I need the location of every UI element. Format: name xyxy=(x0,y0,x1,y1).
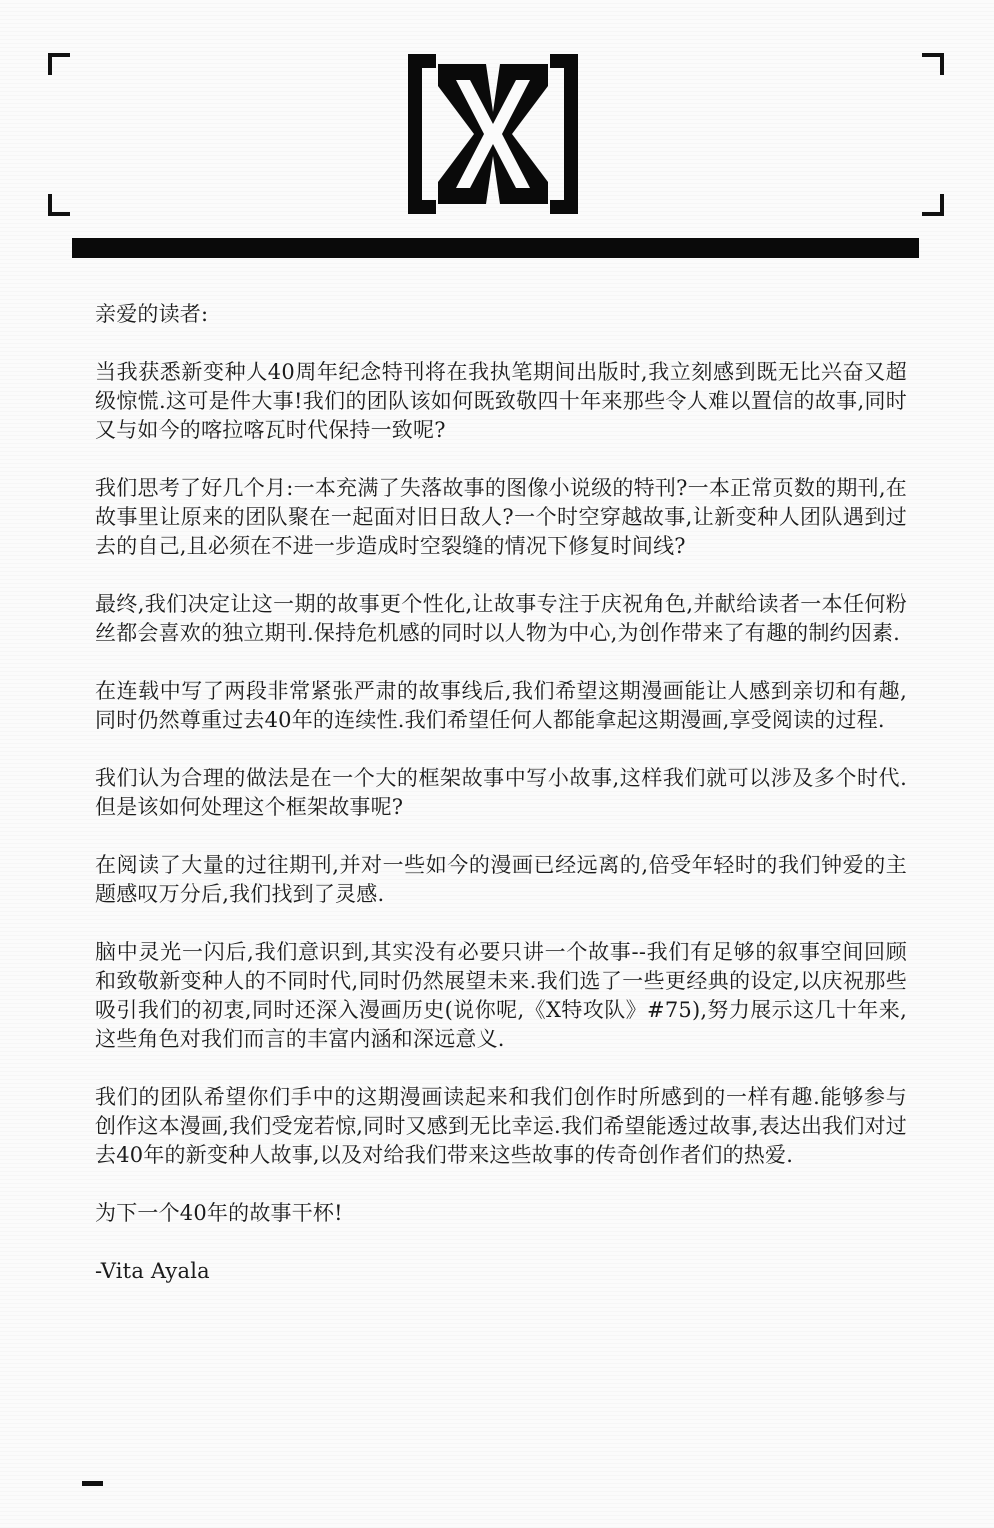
x-men-logo xyxy=(408,54,578,214)
letter-body xyxy=(95,300,907,1315)
frame-corner-bottom-right xyxy=(922,194,944,216)
letter-paragraph: 我们思考了好几个月:一本充满了失落故事的图像小说级的特刊?一本正常页数的期刊,在故事里让原来的团队聚在一起面对旧日敌人?一个时空穿越故事,让新变种人团队遇到过去的自己,且必须在不进一步造成时空裂缝的情况下修复时间线? xyxy=(95,476,907,558)
letter-paragraph: 脑中灵光一闪后,我们意识到,其实没有必要只讲一个故事--我们有足够的叙事空间回顾和致敬新变种人的不同时代,同时仍然展望未来.我们选了一些更经典的设定,以庆祝那些吸引我们的初衷,同时还深入漫画历史(说你呢,《X特攻队》#75),努力展示这几十年来,这些角色对我们而言的丰富内涵和深远意义. xyxy=(95,940,907,1051)
letter-paragraph: 我们的团队希望你们手中的这期漫画读起来和我们创作时所感到的一样有趣.能够参与创作这本漫画,我们受宠若惊,同时又感到无比幸运.我们希望能透过故事,表达出我们对过去40年的新变种人故事,以及对给我们带来这些故事的传奇创作者们的热爱. xyxy=(95,1085,907,1167)
letter-closing: 为下一个40年的故事干杯! xyxy=(95,1201,343,1225)
frame-corner-top-right xyxy=(922,53,944,75)
page-marker xyxy=(82,1481,103,1486)
letter-paragraph: 当我获悉新变种人40周年纪念特刊将在我执笔期间出版时,我立刻感到既无比兴奋又超级惊慌.这可是件大事!我们的团队该如何既致敬四十年来那些令人难以置信的故事,同时又与如今的喀拉喀瓦时代保持一致呢? xyxy=(95,360,907,442)
letter-paragraph: 在连载中写了两段非常紧张严肃的故事线后,我们希望这期漫画能让人感到亲切和有趣,同时仍然尊重过去40年的连续性.我们希望任何人都能拿起这期漫画,享受阅读的过程. xyxy=(95,679,907,732)
letter-greeting: 亲爱的读者: xyxy=(95,302,209,326)
frame-corner-bottom-left xyxy=(48,194,70,216)
frame-corner-top-left xyxy=(48,53,70,75)
letter-paragraph: 我们认为合理的做法是在一个大的框架故事中写小故事,这样我们就可以涉及多个时代.但是该如何处理这个框架故事呢? xyxy=(95,766,907,819)
letter-paragraph: 在阅读了大量的过往期刊,并对一些如今的漫画已经远离的,倍受年轻时的我们钟爱的主题感叹万分后,我们找到了灵感. xyxy=(95,853,907,906)
letter-signature: -Vita Ayala xyxy=(95,1259,210,1283)
header-bar xyxy=(72,238,919,258)
x-logo-icon xyxy=(408,54,578,214)
letter-paragraph: 最终,我们决定让这一期的故事更个性化,让故事专注于庆祝角色,并献给读者一本任何粉丝都会喜欢的独立期刊.保持危机感的同时以人物为中心,为创作带来了有趣的制约因素. xyxy=(95,592,907,645)
